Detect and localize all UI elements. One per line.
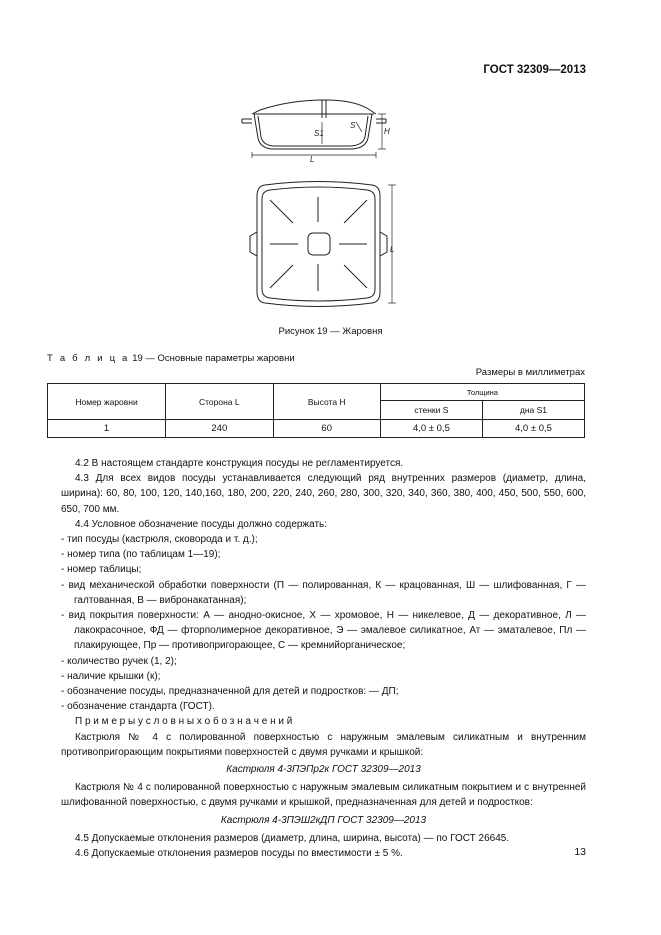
example-2: Кастрюля № 4 с полированной поверхностью с наружным эмалевым силикатным покрытием и с внутренней шлифованной поверхностью, с двумя ручками и крышкой, предназначенная для детей и подростков: — [61, 782, 586, 809]
table-title — [47, 353, 295, 364]
dim-s1: S1 — [314, 129, 324, 138]
header-bottom: дна S1 — [482, 401, 584, 420]
roaster-top-view — [250, 182, 396, 307]
cell-wall: 4,0 ± 0,5 — [380, 420, 482, 438]
header-height: Высота H — [273, 384, 380, 420]
paragraph-4-3: 4.3 Для всех видов посуды устанавливается следующий ряд внутренних размеров (диаметр, длина, ширина): 60, 80, 100, 120, 140,160, 180, 200, 220, 240, 260, 280, 300, 320, 340, 360, 380, 400, 450, 500, 550, 600, 650, 700 мм. — [61, 473, 586, 515]
example-2-code: Кастрюля 4-3ПЭШ2кДП ГОСТ 32309—2013 — [220, 814, 427, 826]
dim-l-top: L — [310, 155, 315, 164]
example-1: Кастрюля № 4 с полированной поверхностью с наружным эмалевым силикатным и внутренним противопригорающим покрытиями поверхностей с двумя ручками и крышкой: — [61, 731, 586, 758]
figure-caption: Рисунок 19 — Жаровня — [278, 326, 383, 337]
list-item: - вид механической обработки поверхности (П — полированная, К — крацованная, Ш — шлифованная, Г — галтованная, В — вибронакатанная); — [61, 579, 586, 606]
list-item: - наличие крышки (к); — [61, 670, 161, 682]
paragraph-4-2: 4.2 В настоящем стандарте конструкция посуды не регламентируется. — [75, 458, 404, 469]
header-thickness: Толщина — [380, 384, 584, 401]
roaster-drawing — [230, 92, 400, 318]
dim-s: S — [350, 121, 356, 130]
paragraph-4-5: 4.5 Допускаемые отклонения размеров (диаметр, длина, ширина, высота) — по ГОСТ 26645. — [75, 832, 510, 844]
list-item: - номер типа (по таблицам 1—19); — [61, 549, 221, 561]
parameters-table — [47, 383, 585, 438]
dim-h: H — [384, 127, 390, 136]
cell-side: 240 — [166, 420, 273, 438]
examples-heading: П р и м е р ы у с л о в н ы х о б о з н а ч е н и й — [75, 716, 293, 728]
list-item: - номер таблицы; — [61, 564, 142, 576]
paragraph-4-4: 4.4 Условное обозначение посуды должно содержать: — [75, 518, 328, 530]
paragraph-4-6: 4.6 Допускаемые отклонения размеров посуды по вместимости ± 5 %. — [75, 848, 403, 860]
header-wall: стенки S — [380, 401, 482, 420]
list-item: - обозначение стандарта (ГОСТ). — [61, 701, 215, 713]
table-title-number: 19 — [132, 353, 143, 364]
example-1-code: Кастрюля 4-3ПЭПр2к ГОСТ 32309—2013 — [226, 764, 421, 776]
cell-bottom: 4,0 ± 0,5 — [482, 420, 584, 438]
standard-header: ГОСТ 32309—2013 — [483, 64, 586, 76]
header-side: Сторона L — [166, 384, 273, 420]
list-item: - количество ручек (1, 2); — [61, 655, 177, 667]
list-item: - обозначение посуды, предназначенной для детей и подростков: — ДП; — [61, 686, 399, 698]
page-number: 13 — [574, 846, 586, 858]
table-title-prefix: Т а б л и ц а — [47, 353, 130, 364]
dim-l-side: L — [390, 245, 395, 254]
header-number: Номер жаровни — [48, 384, 166, 420]
body-text — [61, 456, 586, 861]
cell-number: 1 — [48, 420, 166, 438]
list-item: - тип посуды (кастрюля, сковорода и т. д.); — [61, 534, 258, 546]
table-units: Размеры в миллиметрах — [475, 367, 585, 378]
list-item: - вид покрытия поверхности: А — анодно-окисное, Х — хромовое, Н — никелевое, Д — декоративное, Л — лакокрасочное, ФД — фторполимерное декоративное, Э — эмалевое силикатное, Ат — эматалевое, Пл — плакирующее, Пр — противопригорающее, С — кремнийорганическое; — [61, 610, 586, 652]
cell-height: 60 — [273, 420, 380, 438]
table-title-rest: — Основные параметры жаровни — [142, 353, 295, 364]
